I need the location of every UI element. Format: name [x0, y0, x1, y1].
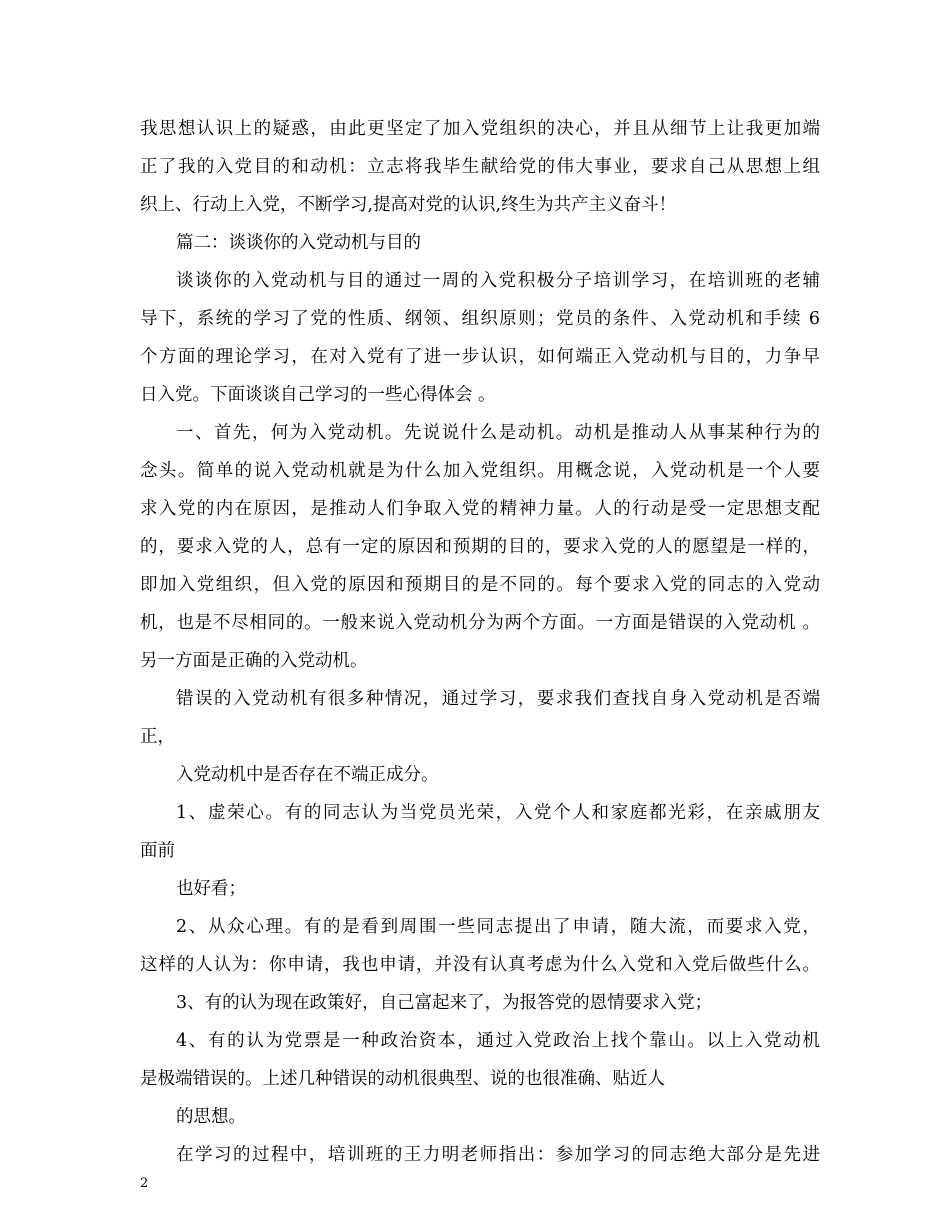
text-line: 2、从众心理。有的是看到周围一些同志提出了申请，随大流，而要求入党，	[176, 917, 820, 937]
text-line: 入党动机中是否存在不端正成分。	[176, 765, 439, 785]
text-line: 1、虚荣心。有的同志认为当党员光荣，入党个人和家庭都光彩，在亲戚朋友	[176, 803, 820, 823]
text-line: 求入党的内在原因，是推动人们争取入党的精神力量。人的行动是受一定思想支配	[140, 499, 820, 519]
text-line: 正了我的入党目的和动机：立志将我毕生献给党的伟大事业，要求自己从思想上组	[140, 157, 820, 177]
text-line: 3、有的认为现在政策好，自己富起来了，为报答党的恩情要求入党；	[176, 993, 713, 1013]
text-line: 这样的人认为：你申请，我也申请，并没有认真考虑为什么入党和入党后做些什么。	[140, 955, 820, 975]
text-line: 面前	[140, 841, 175, 861]
page-number: 2	[140, 1176, 149, 1191]
text-line: 也好看；	[176, 879, 246, 899]
text-line: 我思想认识上的疑惑，由此更坚定了加入党组织的决心，并且从细节上让我更加端	[140, 119, 820, 139]
text-line: 的思想。	[176, 1107, 246, 1127]
text-line: 4、有的认为党票是一种政治资本，通过入党政治上找个靠山。以上入党动机	[176, 1031, 820, 1051]
text-line: 正，	[140, 727, 175, 747]
text-line: 是极端错误的。上述几种错误的动机很典型、说的也很准确、贴近人	[140, 1069, 665, 1089]
text-line: 机，也是不尽相同的。一般来说入党动机分为两个方面。一方面是错误的入党动机 。	[140, 613, 820, 633]
text-line: 谈谈你的入党动机与目的通过一周的入党积极分子培训学习，在培训班的老辅	[176, 271, 820, 291]
section-heading: 篇二：谈谈你的入党动机与目的	[176, 233, 421, 253]
text-line: 念头。简单的说入党动机就是为什么加入党组织。用概念说，入党动机是一个人要	[140, 461, 820, 481]
text-line: 个方面的理论学习，在对入党有了进一步认识，如何端正入党动机与目的，力争早	[140, 347, 820, 367]
text-line: 织上、行动上入党，不断学习,提高对党的认识,终生为共产主义奋斗！	[140, 195, 677, 215]
text-line: 的，要求入党的人，总有一定的原因和预期的目的，要求入党的人的愿望是一样的，	[140, 537, 820, 557]
text-line: 另一方面是正确的入党动机。	[140, 651, 368, 671]
text-line: 错误的入党动机有很多种情况，通过学习，要求我们查找自身入党动机是否端	[176, 689, 820, 709]
text-line: 在学习的过程中，培训班的王力明老师指出：参加学习的同志绝大部分是先进	[176, 1145, 820, 1165]
text-line: 日入党。下面谈谈自己学习的一些心得体会 。	[140, 385, 496, 405]
text-line: 即加入党组织，但入党的原因和预期目的是不同的。每个要求入党的同志的入党动	[140, 575, 820, 595]
text-line: 一、首先，何为入党动机。先说说什么是动机。动机是推动人从事某种行为的	[176, 423, 820, 443]
text-line: 导下，系统的学习了党的性质、纲领、组织原则；党员的条件、入党动机和手续 6	[140, 309, 820, 329]
